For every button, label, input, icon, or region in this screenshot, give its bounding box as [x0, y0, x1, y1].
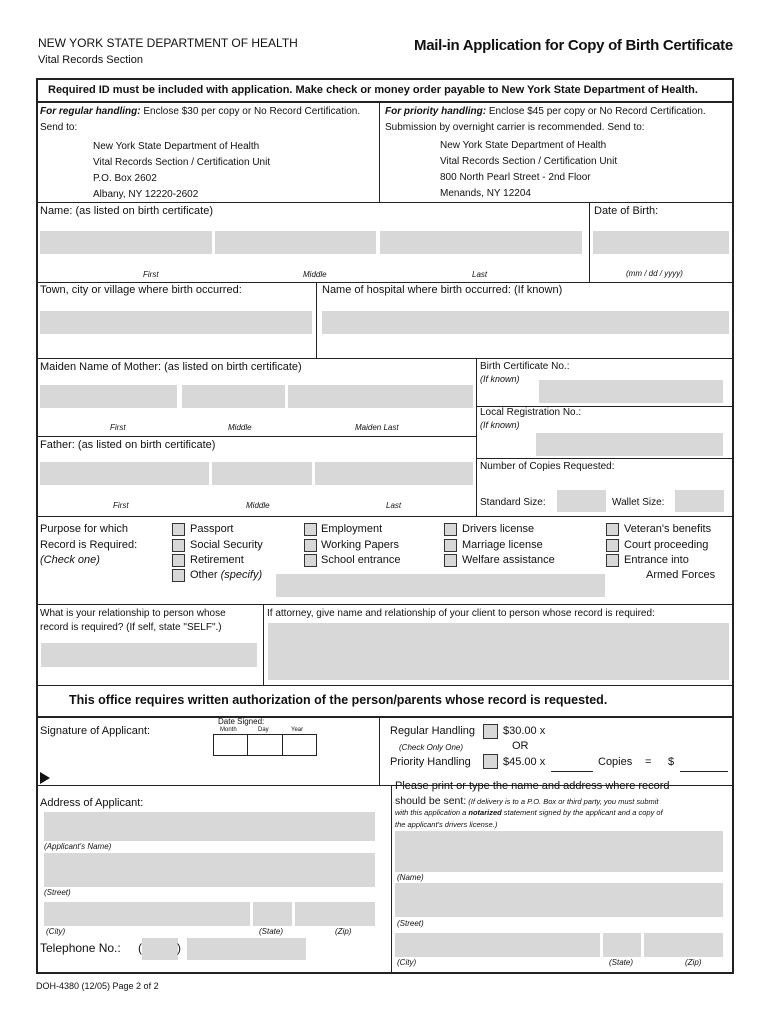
applicant-street-caption: (Street): [44, 888, 71, 897]
mother-middle-field[interactable]: [182, 385, 285, 408]
employment-checkbox[interactable]: [304, 523, 317, 536]
relationship-label: record is required? (If self, state "SELF".): [40, 622, 222, 633]
town-field[interactable]: [40, 311, 312, 334]
mother-middle-caption: Middle: [228, 423, 252, 432]
regular-handling-amount: $30.00 x: [503, 725, 546, 737]
signature-label: Signature of Applicant:: [40, 725, 151, 737]
birth-cert-no-field[interactable]: [539, 380, 723, 403]
applicant-address-label: Address of Applicant:: [40, 797, 144, 809]
mother-label: Maiden Name of Mother: (as listed on birth certificate): [40, 361, 302, 373]
send-zip-caption: (Zip): [685, 958, 702, 967]
send-city-caption: (City): [397, 958, 417, 967]
armed-forces-label: Entrance into: [624, 554, 689, 566]
standard-size-field[interactable]: [557, 490, 606, 512]
veterans-benefits-checkbox[interactable]: [606, 523, 619, 536]
drivers-license-checkbox[interactable]: [444, 523, 457, 536]
signature-arrow-icon: [40, 772, 50, 784]
send-name-caption: (Name): [397, 873, 424, 882]
standard-size-label: Standard Size:: [480, 497, 546, 508]
birth-cert-no-hint: (If known): [480, 374, 520, 384]
birth-cert-no-label: Birth Certificate No.:: [480, 361, 570, 372]
wallet-size-label: Wallet Size:: [612, 497, 665, 508]
dob-hint: (mm / dd / yyyy): [626, 269, 683, 278]
other-checkbox[interactable]: [172, 569, 185, 582]
regular-address-line: Vital Records Section / Certification Unit: [93, 157, 271, 168]
send-city-field[interactable]: [395, 933, 600, 957]
send-state-field[interactable]: [603, 933, 641, 957]
regular-send-to: Send to:: [40, 122, 78, 133]
relationship-field[interactable]: [41, 643, 257, 667]
school-entrance-label: School entrance: [321, 554, 401, 566]
wallet-size-field[interactable]: [675, 490, 724, 512]
applicant-zip-caption: (Zip): [335, 927, 352, 936]
regular-address-line: Albany, NY 12220-2602: [93, 189, 199, 200]
marriage-license-label: Marriage license: [462, 539, 543, 551]
regular-handling-fee-label: Regular Handling: [390, 725, 475, 737]
page-title: Mail-in Application for Copy of Birth Certificate: [414, 37, 733, 54]
employment-label: Employment: [321, 523, 383, 535]
mother-last-caption: Maiden Last: [355, 423, 399, 432]
regular-handling-text: For regular handling: Enclose $30 per copy or No Record Certification.: [40, 106, 361, 117]
relationship-label: What is your relationship to person whose: [40, 608, 226, 619]
welfare-assistance-checkbox[interactable]: [444, 554, 457, 567]
area-code-close-paren: ): [177, 941, 181, 955]
armed-forces-label: Armed Forces: [646, 569, 716, 581]
authorization-notice: This office requires written authorization of the person/parents whose record is requested.: [69, 693, 608, 707]
date-day-field[interactable]: [248, 735, 281, 755]
dob-label: Date of Birth:: [594, 205, 659, 217]
armed-forces-checkbox[interactable]: [606, 554, 619, 567]
regular-address-line: New York State Department of Health: [93, 141, 260, 152]
send-name-field[interactable]: [395, 831, 723, 872]
applicant-city-caption: (City): [46, 927, 66, 936]
other-specify-field[interactable]: [276, 574, 605, 597]
father-first-field[interactable]: [40, 462, 209, 485]
town-label: Town, city or village where birth occurred:: [40, 284, 242, 296]
retirement-checkbox[interactable]: [172, 554, 185, 567]
priority-address-line: New York State Department of Health: [440, 140, 607, 151]
court-proceeding-label: Court proceeding: [624, 539, 709, 551]
send-zip-field[interactable]: [644, 933, 723, 957]
applicant-name-caption: (Applicant's Name): [44, 842, 112, 851]
applicant-state-field[interactable]: [253, 902, 292, 926]
last-name-field[interactable]: [380, 231, 582, 254]
mother-first-caption: First: [110, 423, 126, 432]
dollar-sign: $: [668, 756, 675, 768]
copies-label: Number of Copies Requested:: [480, 461, 615, 472]
purpose-label: Record is Required:: [40, 539, 138, 551]
local-reg-no-hint: (If known): [480, 420, 520, 430]
other-label: Other (specify): [190, 569, 263, 581]
total-amount-line: [680, 771, 728, 772]
drivers-license-label: Drivers license: [462, 523, 535, 535]
month-caption: Month: [220, 727, 237, 733]
priority-address-line: 800 North Pearl Street - 2nd Floor: [440, 172, 591, 183]
or-label: OR: [512, 740, 529, 752]
applicant-city-field[interactable]: [44, 902, 250, 926]
form-number-footer: DOH-4380 (12/05) Page 2 of 2: [36, 981, 159, 991]
purpose-label: Purpose for which: [40, 523, 129, 535]
send-street-caption: (Street): [397, 919, 424, 928]
send-address-instructions: Please print or type the name and address where record: [395, 780, 670, 792]
hospital-field[interactable]: [322, 311, 729, 334]
applicant-street-field[interactable]: [44, 853, 375, 887]
name-label: Name: (as listed on birth certificate): [40, 205, 214, 217]
day-caption: Day: [258, 727, 269, 733]
applicant-state-caption: (State): [259, 927, 284, 936]
date-year-field[interactable]: [283, 735, 316, 755]
father-last-caption: Last: [386, 501, 402, 510]
date-signed-label: Date Signed:: [218, 717, 265, 726]
purpose-hint: (Check one): [40, 554, 100, 566]
send-street-field[interactable]: [395, 883, 723, 917]
mother-last-field[interactable]: [288, 385, 473, 408]
passport-label: Passport: [190, 523, 234, 535]
attorney-label: If attorney, give name and relationship of your client to person whose record is required:: [267, 608, 655, 619]
copies-count-field[interactable]: [551, 755, 593, 771]
attorney-field[interactable]: [268, 623, 729, 680]
retirement-label: Retirement: [190, 554, 244, 566]
telephone-number-field[interactable]: [187, 938, 306, 960]
date-month-field[interactable]: [214, 735, 246, 755]
total-amount-field[interactable]: [680, 755, 728, 771]
court-proceeding-checkbox[interactable]: [606, 539, 619, 552]
area-code-open-paren: (: [138, 941, 142, 955]
local-reg-no-field[interactable]: [536, 433, 723, 456]
last-caption: Last: [472, 270, 488, 279]
working-papers-label: Working Papers: [321, 539, 400, 551]
father-last-field[interactable]: [315, 462, 473, 485]
send-address-instructions: should be sent: (If delivery is to a P.O. Box or third party, you must submit: [395, 795, 659, 807]
notarized-note: the applicant's drivers license.): [395, 820, 498, 829]
father-middle-field[interactable]: [212, 462, 312, 485]
marriage-license-checkbox[interactable]: [444, 539, 457, 552]
passport-checkbox[interactable]: [172, 523, 185, 536]
middle-name-field[interactable]: [215, 231, 376, 254]
copies-caption: Copies: [598, 756, 633, 768]
father-middle-caption: Middle: [246, 501, 270, 510]
social-security-checkbox[interactable]: [172, 539, 185, 552]
send-state-caption: (State): [609, 958, 634, 967]
area-code-field[interactable]: [142, 938, 178, 960]
middle-caption: Middle: [303, 270, 327, 279]
priority-send-to: Submission by overnight carrier is recommended. Send to:: [385, 122, 645, 133]
social-security-label: Social Security: [190, 539, 263, 551]
check-only-one-hint: (Check Only One): [399, 743, 464, 752]
regular-address-line: P.O. Box 2602: [93, 173, 157, 184]
priority-handling-fee-label: Priority Handling: [390, 756, 471, 768]
equals-sign: =: [645, 756, 652, 768]
mother-first-field[interactable]: [40, 385, 177, 408]
priority-address-line: Menands, NY 12204: [440, 188, 531, 199]
school-entrance-checkbox[interactable]: [304, 554, 317, 567]
copies-count-line: [551, 771, 593, 772]
telephone-label: Telephone No.:: [40, 941, 121, 955]
hospital-label: Name of hospital where birth occurred: (If known): [322, 284, 563, 296]
year-caption: Year: [291, 727, 304, 733]
notarized-note: with this application a notarized statement signed by the applicant and a copy of: [395, 808, 663, 817]
required-id-notice: Required ID must be included with application. Make check or money order payable to New York State Department of Health.: [48, 84, 698, 96]
working-papers-checkbox[interactable]: [304, 539, 317, 552]
regular-handling-checkbox[interactable]: [483, 724, 498, 739]
dob-field[interactable]: [593, 231, 729, 254]
priority-handling-text: For priority handling: Enclose $45 per copy or No Record Certification.: [385, 106, 706, 117]
agency-name: NEW YORK STATE DEPARTMENT OF HEALTH: [38, 36, 298, 50]
father-first-caption: First: [113, 501, 129, 510]
priority-address-line: Vital Records Section / Certification Unit: [440, 156, 618, 167]
applicant-name-field[interactable]: [44, 812, 375, 841]
applicant-zip-field[interactable]: [295, 902, 375, 926]
welfare-assistance-label: Welfare assistance: [462, 554, 555, 566]
priority-handling-amount: $45.00 x: [503, 756, 546, 768]
father-label: Father: (as listed on birth certificate): [40, 439, 216, 451]
first-caption: First: [143, 270, 159, 279]
local-reg-no-label: Local Registration No.:: [480, 407, 582, 418]
priority-handling-checkbox[interactable]: [483, 754, 498, 769]
first-name-field[interactable]: [40, 231, 212, 254]
section-name: Vital Records Section: [38, 54, 143, 66]
veterans-benefits-label: Veteran's benefits: [624, 523, 712, 535]
